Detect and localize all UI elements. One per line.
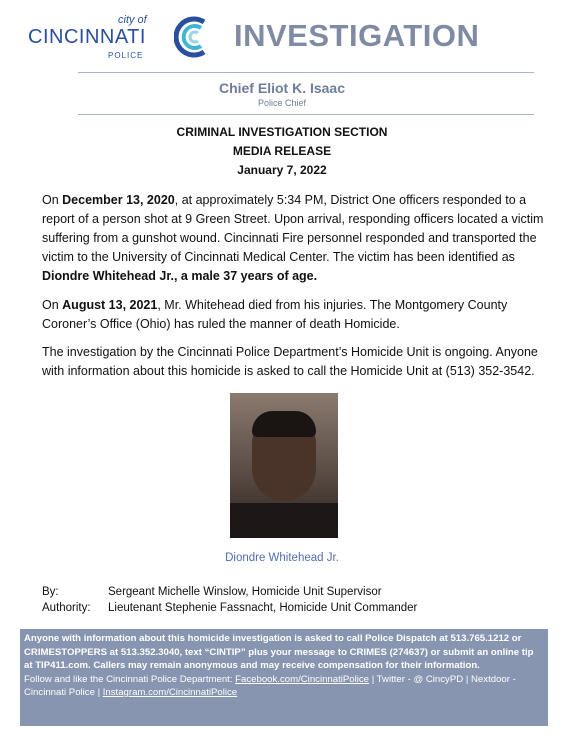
tip-footer [20,629,548,726]
logo-police: POLICE [108,51,144,60]
incident-paragraph [42,191,552,286]
tip-text: Anyone with information about this homicide investigation is asked to call Police Dispatch at 513.765.1212 or CRIMESTOPPERS at 513.352.3040, text “CINTIP” plus your message to CRIMES (274637) or submit an online tip at TIP411.com. Callers may remain anonymous and may receive compensation for their information. [24,633,534,671]
cincinnati-police-logo [28,14,208,62]
logo-name: CINCINNATI [28,26,146,48]
death-date: August 13, 2021 [62,298,158,312]
victim-photo [230,393,338,538]
authority-label: Authority: [42,602,91,614]
chief-name: Chief Eliot K. Isaac [218,80,346,96]
victim-identity: Diondre Whitehead Jr., a male 37 years of age. [42,269,318,283]
authority-value: Lieutenant Stephenie Fassnacht, Homicide Unit Commander [108,602,418,614]
by-value: Sergeant Michelle Winslow, Homicide Unit Supervisor [108,586,382,598]
para1-text-start: On [42,193,63,207]
incident-date: December 13, 2020 [62,193,175,207]
death-paragraph [42,296,552,334]
para2-text-start: On [42,298,63,312]
section-heading: CRIMINAL INVESTIGATION SECTION [176,125,388,139]
photo-hair [252,411,316,437]
para2-text-body: , Mr. Whitehead died from his injuries. The Montgomery County Coroner’s Office (Ohio) has ruled the manner of death Homicide. [42,298,508,331]
release-date: January 7, 2022 [237,163,327,177]
facebook-link[interactable]: Facebook.com/CincinnatiPolice [235,673,370,685]
logo-city-of: city of [118,14,147,26]
social-line [24,673,544,700]
by-label: By: [42,586,59,598]
release-type-heading: MEDIA RELEASE [232,144,332,158]
by-line [42,586,382,598]
photo-caption: Diondre Whitehead Jr. [225,552,339,564]
contact-paragraph: The investigation by the Cincinnati Police Department’s Homicide Unit is ongoing. Anyone with information about this homicide is asked to call the Homicide Unit at (513) 352-3542. [42,345,538,378]
authority-line [42,602,417,614]
chief-title: Police Chief [257,98,307,108]
para1-text-body: , at approximately 5:34 PM, District One officers responded to a report of a person shot at 9 Green Street. Upon arrival, responding officers located a victim suffering from a gunshot wound. Cincinnati Fire personnel responded and transported the victim to the University of Cincinnati Medical Center. The victim has been identified as [42,193,544,264]
photo-shirt [230,503,338,538]
header-divider-bottom [78,114,534,115]
social-separator-text: | Twitter - @ CincyPD | Nextdoor - Cincinnati Police | [24,673,516,698]
header-divider-top [78,72,534,73]
instagram-link[interactable]: Instagram.com/CincinnatiPolice [102,687,238,698]
follow-text: Follow and like the Cincinnati Police Department: [24,673,236,685]
logo-ring-icon [174,14,214,60]
page-title: INVESTIGATION [234,18,480,53]
